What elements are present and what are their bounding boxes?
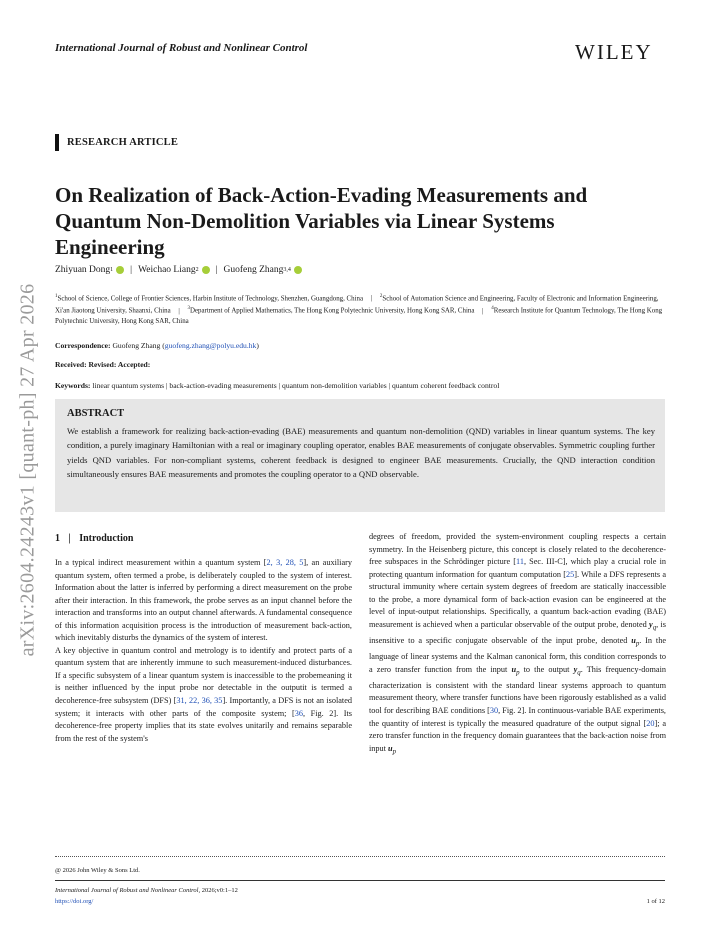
affiliation-text: Research Institute for Quantum Technology, The Hong Kong Polytechnic University, Hong Kong SAR, China bbox=[55, 307, 663, 325]
affiliation-text: Department of Applied Mathematics, The Hong Kong Polytechnic University, Hong Kong SAR, China bbox=[189, 307, 475, 315]
keyword: quantum non-demolition variables bbox=[282, 381, 387, 390]
correspondence-email[interactable]: guofeng.zhang@polyu.edu.hk bbox=[164, 341, 257, 350]
math-symbol: y bbox=[649, 619, 653, 629]
page-number: 1 of 12 bbox=[646, 898, 665, 905]
math-subscript: q bbox=[652, 624, 657, 632]
footer-volume: , 2026;v0:1–12 bbox=[198, 887, 238, 894]
affiliation-text: School of Science, College of Frontier Sciences, Harbin Institute of Technology, Shenzhen, Guangdong, China bbox=[57, 295, 364, 303]
received-line: Received: Revised: Accepted: bbox=[55, 360, 151, 369]
copyright: @ 2026 John Wiley & Sons Ltd. bbox=[55, 867, 140, 874]
affiliation-separator: | bbox=[482, 307, 484, 315]
text-run: In a typical indirect measurement within a quantum system [ bbox=[55, 558, 267, 567]
correspondence: Correspondence: Guofeng Zhang (guofeng.zhang@polyu.edu.hk) bbox=[55, 341, 259, 350]
keywords-label: Keywords: bbox=[55, 381, 91, 390]
article-type bbox=[55, 134, 178, 151]
arxiv-stamp bbox=[3, 250, 53, 690]
text-run: . This frequency-domain characterization is consistent with the standard linear systems approach to quantum measurement theory, where transfer functions have been rigorously established as a valid tool for describing BAE conditions [ bbox=[369, 664, 666, 716]
affiliation-separator: | bbox=[370, 295, 373, 303]
text-run: , is insensitive to a specific conjugate observable of the input probe, denoted bbox=[369, 619, 666, 646]
text-run: degrees of freedom, provided the system-environment coupling respects a certain symmetry. In the Heisenberg picture, this concept is closely related to the decoherence-free subspaces in the Schrödinger picture [ bbox=[369, 532, 666, 567]
math-symbol: u bbox=[388, 743, 393, 753]
abstract-box bbox=[55, 399, 665, 512]
section-number: 1 bbox=[55, 533, 60, 544]
abstract-text: We establish a framework for realizing back-action-evading (BAE) measurements and quantum non-demolition (QND) variables in linear quantum systems. The key condition, a purely imaginary Hamiltonian with a real or imaginary coupling operator, enables BAE measurements of conjugate observables. Symmetric coupling further yields QND variables. For non-compliant systems, coherent feedback is designed to engineer BAE measurements. Crucially, the QND interaction condition simultaneously ensures BAE measurements and promotes the coupling operator to a QND observable. bbox=[67, 426, 655, 480]
text-run: ], an auxiliary quantum system, often termed a probe, is deliberately coupled to the system of interest. Information about the latter is inferred by performing a direct measurement on the probe after their interaction. In this framework, the probe serves as an input channel before the interaction and transforms into an output channel afterwards. A fundamental consequence of this information acquisition process is the introduction of measurement back-action, which inevitably disturbs the dynamics of the system of interest. bbox=[55, 558, 352, 643]
paper-title: On Realization of Back-Action-Evading Measurements and Quantum Non-Demolition Variables via Linear Systems Engineering bbox=[55, 183, 588, 259]
math-subscript: p bbox=[635, 640, 640, 648]
article-type-bar bbox=[55, 134, 59, 151]
math-symbol: u bbox=[631, 636, 636, 646]
correspondence-name: Guofeng Zhang bbox=[112, 341, 161, 350]
author-sup: 3,4 bbox=[283, 267, 291, 273]
affiliations bbox=[55, 292, 665, 327]
math-subscript: p bbox=[392, 748, 397, 756]
text-run: ]. Importantly, a DFS is not an isolated system; it interacts with other parts of the composite system; [ bbox=[55, 696, 352, 718]
affiliation-separator: | bbox=[178, 307, 180, 315]
section-title: Introduction bbox=[79, 533, 134, 544]
author-sup: 2 bbox=[195, 267, 199, 273]
author-name[interactable]: Zhiyuan Dong bbox=[55, 265, 111, 275]
footer-dotted-divider bbox=[55, 856, 665, 857]
citation-link[interactable]: 25 bbox=[565, 569, 575, 579]
arxiv-stamp-text: arXiv:2604.24243v1 [quant-ph] 27 Apr 2026 bbox=[16, 283, 39, 657]
citation-link[interactable]: 31, 22, 36, 35 bbox=[176, 696, 223, 706]
affiliation-sup: 2 bbox=[379, 294, 383, 299]
math-symbol: y bbox=[573, 664, 578, 674]
affiliation-text: School of Automation Science and Engineering, Faculty of Electronic and Information Engineering, Xi'an Jiaotong University, Shaanxi, China bbox=[55, 295, 659, 315]
body-left-column bbox=[55, 557, 352, 745]
keyword: back-action-evading measurements bbox=[169, 381, 277, 390]
citation-link[interactable]: 30 bbox=[489, 706, 499, 716]
abstract-heading: ABSTRACT bbox=[67, 408, 125, 419]
citation-link[interactable]: 36 bbox=[294, 708, 304, 718]
author-name[interactable]: Guofeng Zhang bbox=[223, 265, 284, 275]
keywords: Keywords: linear quantum systems | back-action-evading measurements | quantum non-demolition variables | quantum coherent feedback control bbox=[55, 381, 500, 390]
paragraph bbox=[369, 531, 666, 759]
citation-link[interactable]: 20 bbox=[646, 718, 655, 728]
citation-link[interactable]: 2, 3, 28, 5 bbox=[266, 558, 304, 567]
author-sup: 1 bbox=[110, 267, 114, 273]
math-subscript: p bbox=[516, 669, 520, 677]
paragraph bbox=[55, 557, 352, 645]
keyword: quantum coherent feedback control bbox=[391, 381, 500, 390]
article-type-label: RESEARCH ARTICLE bbox=[67, 137, 179, 148]
text-run: , Fig. 2]. In continuous-variable BAE experiments, the quantity of interest is typically the measured quadrature of the output signal [ bbox=[369, 706, 666, 728]
math-subscript: q bbox=[577, 669, 581, 677]
keyword: linear quantum systems bbox=[92, 381, 165, 390]
orcid-icon[interactable] bbox=[294, 266, 302, 274]
section-separator: | bbox=[68, 533, 71, 544]
footer-journal: International Journal of Robust and Nonlinear Control bbox=[55, 887, 199, 894]
author-separator: | bbox=[215, 265, 218, 275]
section-heading bbox=[55, 533, 133, 544]
text-run: . In the language of linear systems and the Kalman canonical form, this condition corresponds to a zero transfer function from the input bbox=[369, 636, 666, 674]
affiliation-sup: 3 bbox=[187, 306, 190, 312]
correspondence-label: Correspondence: bbox=[55, 341, 111, 350]
publisher-logo: WILEY bbox=[575, 40, 653, 64]
author-separator: | bbox=[130, 265, 133, 275]
footer-citation bbox=[55, 887, 238, 894]
paragraph bbox=[55, 645, 352, 745]
journal-name: International Journal of Robust and Nonlinear Control bbox=[55, 42, 308, 54]
author-name[interactable]: Weichao Liang bbox=[138, 265, 196, 275]
text-run: ]. While a DFS represents a structural immunity where certain system degrees of freedom are statically inaccessible to the probe, a more dynamical form of back-action evasion can be engineered at the level of input-output relationships. Specifically, a quantum back-action evading (BAE) measurement is achieved when a particular observable of the output probe, denoted bbox=[369, 569, 666, 629]
author-list bbox=[55, 265, 302, 275]
citation-link[interactable]: 11 bbox=[516, 557, 524, 567]
text-run: , Sec. III-C], which play a crucial role in protecting quantum information for quantum computation [ bbox=[369, 557, 666, 579]
footer-divider bbox=[55, 880, 665, 881]
text-run: to the output bbox=[519, 664, 574, 674]
affiliation-sup: 4 bbox=[491, 306, 494, 312]
math-symbol: u bbox=[511, 664, 517, 674]
affiliation-sup: 1 bbox=[55, 294, 58, 299]
doi-link[interactable]: https://doi.org/ bbox=[55, 898, 94, 905]
text-run: , Fig. 2]. Its decoherence-free property implies that its state evolves unitarily and remains separable from the rest of the system's bbox=[55, 708, 352, 743]
text-run: A key objective in quantum control and metrology is to identify and protect parts of a quantum system that are inherently immune to such measurement-induced disturbances. If a specific subsystem of a linear quantum system is inaccessible to the probemeaning it is neither influenced by the input probe nor detectable in the outputit is termed a decoherence-free subsystem (DFS) [ bbox=[55, 645, 352, 706]
orcid-icon[interactable] bbox=[202, 266, 210, 274]
text-run: ]; a zero transfer function in the frequency domain guarantees that the back-action noise from input bbox=[369, 718, 667, 753]
body-right-column bbox=[369, 531, 666, 759]
orcid-icon[interactable] bbox=[116, 266, 124, 274]
